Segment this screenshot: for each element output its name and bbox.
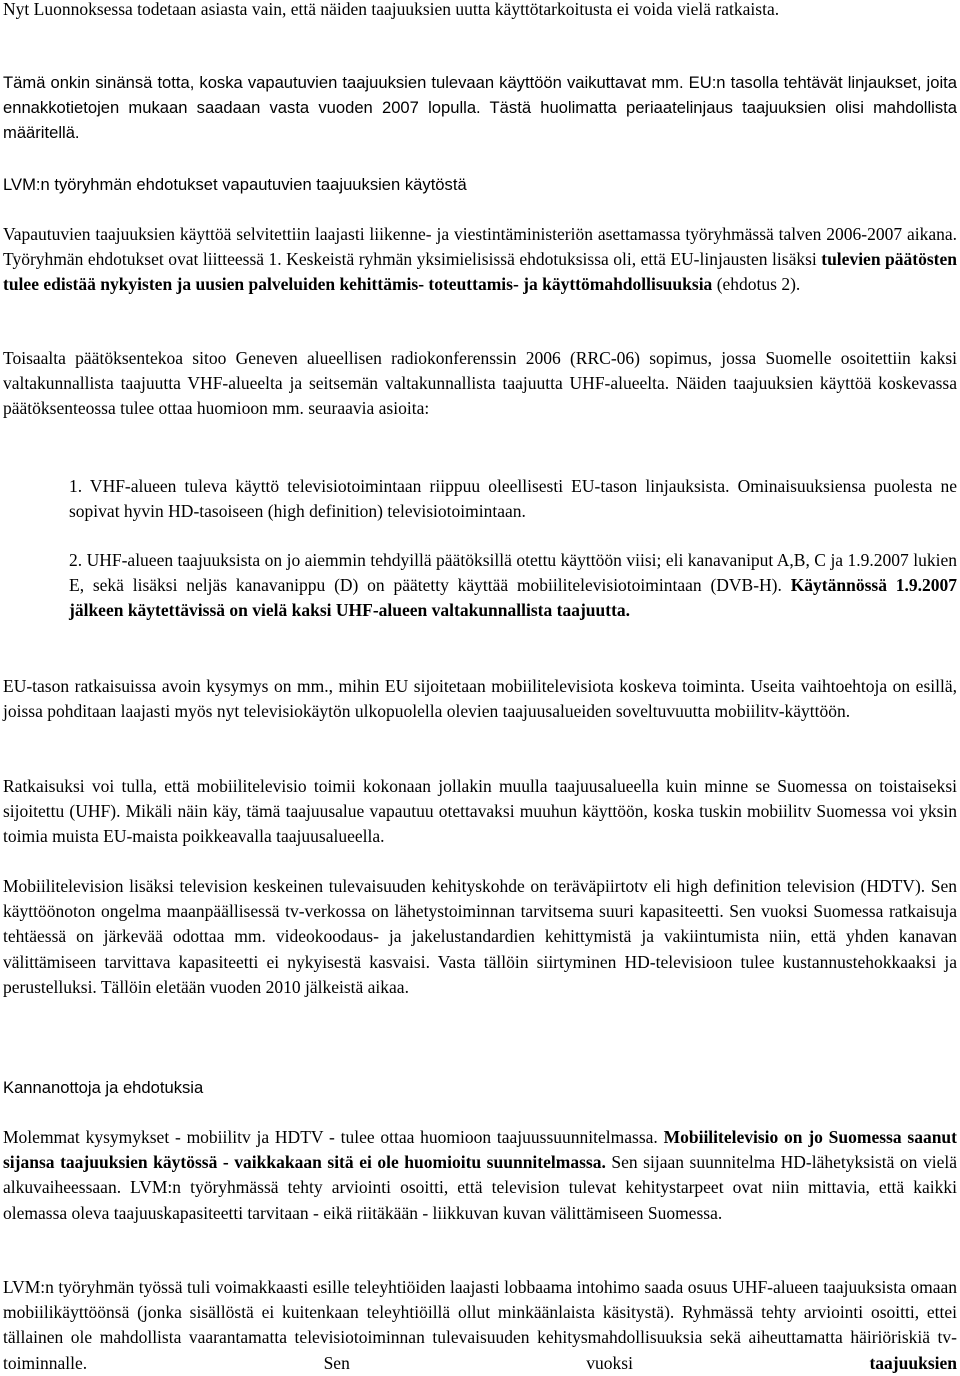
list-item-text: 1. VHF-alueen tuleva käyttö televisiotoimintaan riippuu oleellisesti EU-tason linjauksista. Ominaisuuksiensa puolesta ne sopivat hyvin HD-tasoiseen (high definition) televisiotoimintaan. [69,476,957,522]
paragraph-bold-text: Mobiilitelevisio on jo Suomessa saanut sijansa taajuuksien käytössä - vaikkakaan sitä ei ole huomioitu suunnitelmassa. [3,1127,957,1173]
heading-text: Kannanottoja ja ehdotuksia [3,1078,204,1097]
paragraph-eu-solutions [3,674,957,724]
paragraph-bold-text: tulevien päätösten tulee edistää nykyisten ja uusien palveluiden kehittämis- toteuttamis- ja käyttömahdollisuuksia [3,249,957,295]
paragraph-text: Toisaalta päätöksentekoa sitoo Geneven alueellisen radiokonferenssin 2006 (RRC-06) sopimus, jossa Suomelle osoitettiin kaksi valtakunnallista taajuutta VHF-alueelta ja seitsemän valtakunnallista taajuutta UHF-alueelta. Näiden taajuuksien käyttöä koskevassa päätöksenteossa tulee ottaa huomioon mm. seuraavia asioita: [3,348,957,419]
heading-text: LVM:n työryhmän ehdotukset vapautuvien taajuuksien käytöstä [3,175,467,194]
paragraph-intro-continuation [3,0,957,22]
list-item-uhf [69,548,957,624]
paragraph-telecom-lobbying [3,1275,957,1376]
paragraph-text: Molemmat kysymykset - mobiilitv ja HDTV - tulee ottaa huomioon taajuussuunnitelmassa. [3,1127,664,1147]
list-item-text: 2. UHF-alueen taajuuksista on jo aiemmin tehdyillä päätöksillä otettu käyttöön viisi; eli kanavaniput A,B, C ja 1.9.2007 lukien E, sekä lisäksi neljäs kanavanippu (D) on päätetty käyttää mobiilitelevisiotoimintaan (DVB-H). [69,550,957,596]
paragraph-text: Mobiilitelevision lisäksi television keskeinen tulevaisuuden kehityskohde on teräväpiirtotv eli high definition television (HDTV). Sen käyttöönoton ongelma maanpäällisessä tv-verkossa on lähetystoiminnan tarvitsema suuri kapasiteetti. Sen vuoksi Suomessa ratkaisuja tehtäessä on järkevää odottaa mm. videokoodaus- ja jakelustandardien kehittymistä ja vakiintumista niin, että yhden kanavan välittämiseen tarvittava kapasiteetti ei nykyisestä kasvaisi. Vasta tällöin siirtyminen HD-televisioon tulee kustannustehokkaaksi ja perustelluksi. Tällöin eletään vuoden 2010 jälkeistä aikaa. [3,876,957,997]
section-heading-lvm-proposals [3,172,957,197]
list-item-bold-text: Käytännössä 1.9.2007 jälkeen käytettävissä on vielä kaksi UHF-alueen valtakunnallista taajuutta. [69,575,958,621]
paragraph-alternative-band [3,774,957,850]
paragraph-working-group [3,222,957,298]
section-heading-statements [3,1075,957,1100]
paragraph-text: Nyt Luonnoksessa todetaan asiasta vain, että näiden taajuuksien uutta käyttötarkoitusta ei voida vielä ratkaista. [3,0,780,19]
paragraph-text: Sen sijaan suunnitelma HD-lähetyksistä on vielä alkuvaiheessaan. LVM:n työryhmässä tehty arviointi osoitti, että television tulevat kehitystarpeet ovat niin mittavia, että kaikki olemassa oleva taajuuskapasiteetti tarvitaan - eikä riitäkään - liikkuvan kuvan välittämiseen Suomessa. [3,1152,957,1223]
paragraph-eu-linjaukset [3,70,957,146]
paragraph-text: EU-tason ratkaisuissa avoin kysymys on mm., mihin EU sijoitetaan mobiilitelevisiota koskeva toiminta. Useita vaihtoehtoja on esillä, joissa pohditaan laajasti myös nyt televisiokäytön ulkopuolella olevien taajuusalueiden soveltuvuutta mobiilitv-käyttöön. [3,676,957,722]
list-item-vhf [69,474,957,524]
paragraph-text: LVM:n työryhmän työssä tuli voimakkaasti esille teleyhtiöiden laajasti lobbaama intohimo saada osuus UHF-alueen taajuuksista omaan mobiilikäyttöönsä (jonka sisällöstä ei kuitenkaan teleyhtiöillä ollut minkäänlaista käsitystä). Ryhmässä tehty arviointi osoitti, ettei tällainen ole mahdollista vaarantamatta televisiotoiminnan tulevaisuuden kehitysmahdollisuuksia sekä aiheuttamatta häiriöriskiä tv-toiminnalle. Sen vuoksi [3,1277,957,1373]
paragraph-bold-text: taajuuksien [869,1352,957,1373]
paragraph-text: Ratkaisuksi voi tulla, että mobiilitelevisio toimii kokonaan jollakin muulla taajuusalueella kuin minne se Suomessa on toistaiseksi sijoitettu (UHF). Mikäli näin käy, tämä taajuusalue vapautuu otettavaksi muuhun käyttöön, koska tuskin mobiilitv Suomessa voi yksin toimia muista EU-maista poikkeavalla taajuusalueella. [3,776,957,847]
paragraph-rrc06 [3,346,957,422]
paragraph-mobile-and-hdtv [3,1125,957,1226]
paragraph-hdtv [3,874,957,1000]
paragraph-text: Vapautuvien taajuuksien käyttöä selvitettiin laajasti liikenne- ja viestintäministeriön asettamassa työryhmässä talven 2006-2007 aikana. Työryhmän ehdotukset ovat liitteessä 1. Keskeistä ryhmän yksimielisissä ehdotuksissa oli, että EU-linjausten lisäksi [3,224,957,270]
paragraph-text: Tämä onkin sinänsä totta, koska vapautuvien taajuuksien tulevaan käyttöön vaikuttavat mm. EU:n tasolla tehtävät linjaukset, joita ennakkotietojen mukaan saadaan vasta vuoden 2007 lopulla. Tästä huolimatta periaatelinjaus taajuuksien olisi mahdollista määritellä. [3,73,957,143]
paragraph-text: (ehdotus 2). [712,274,801,295]
